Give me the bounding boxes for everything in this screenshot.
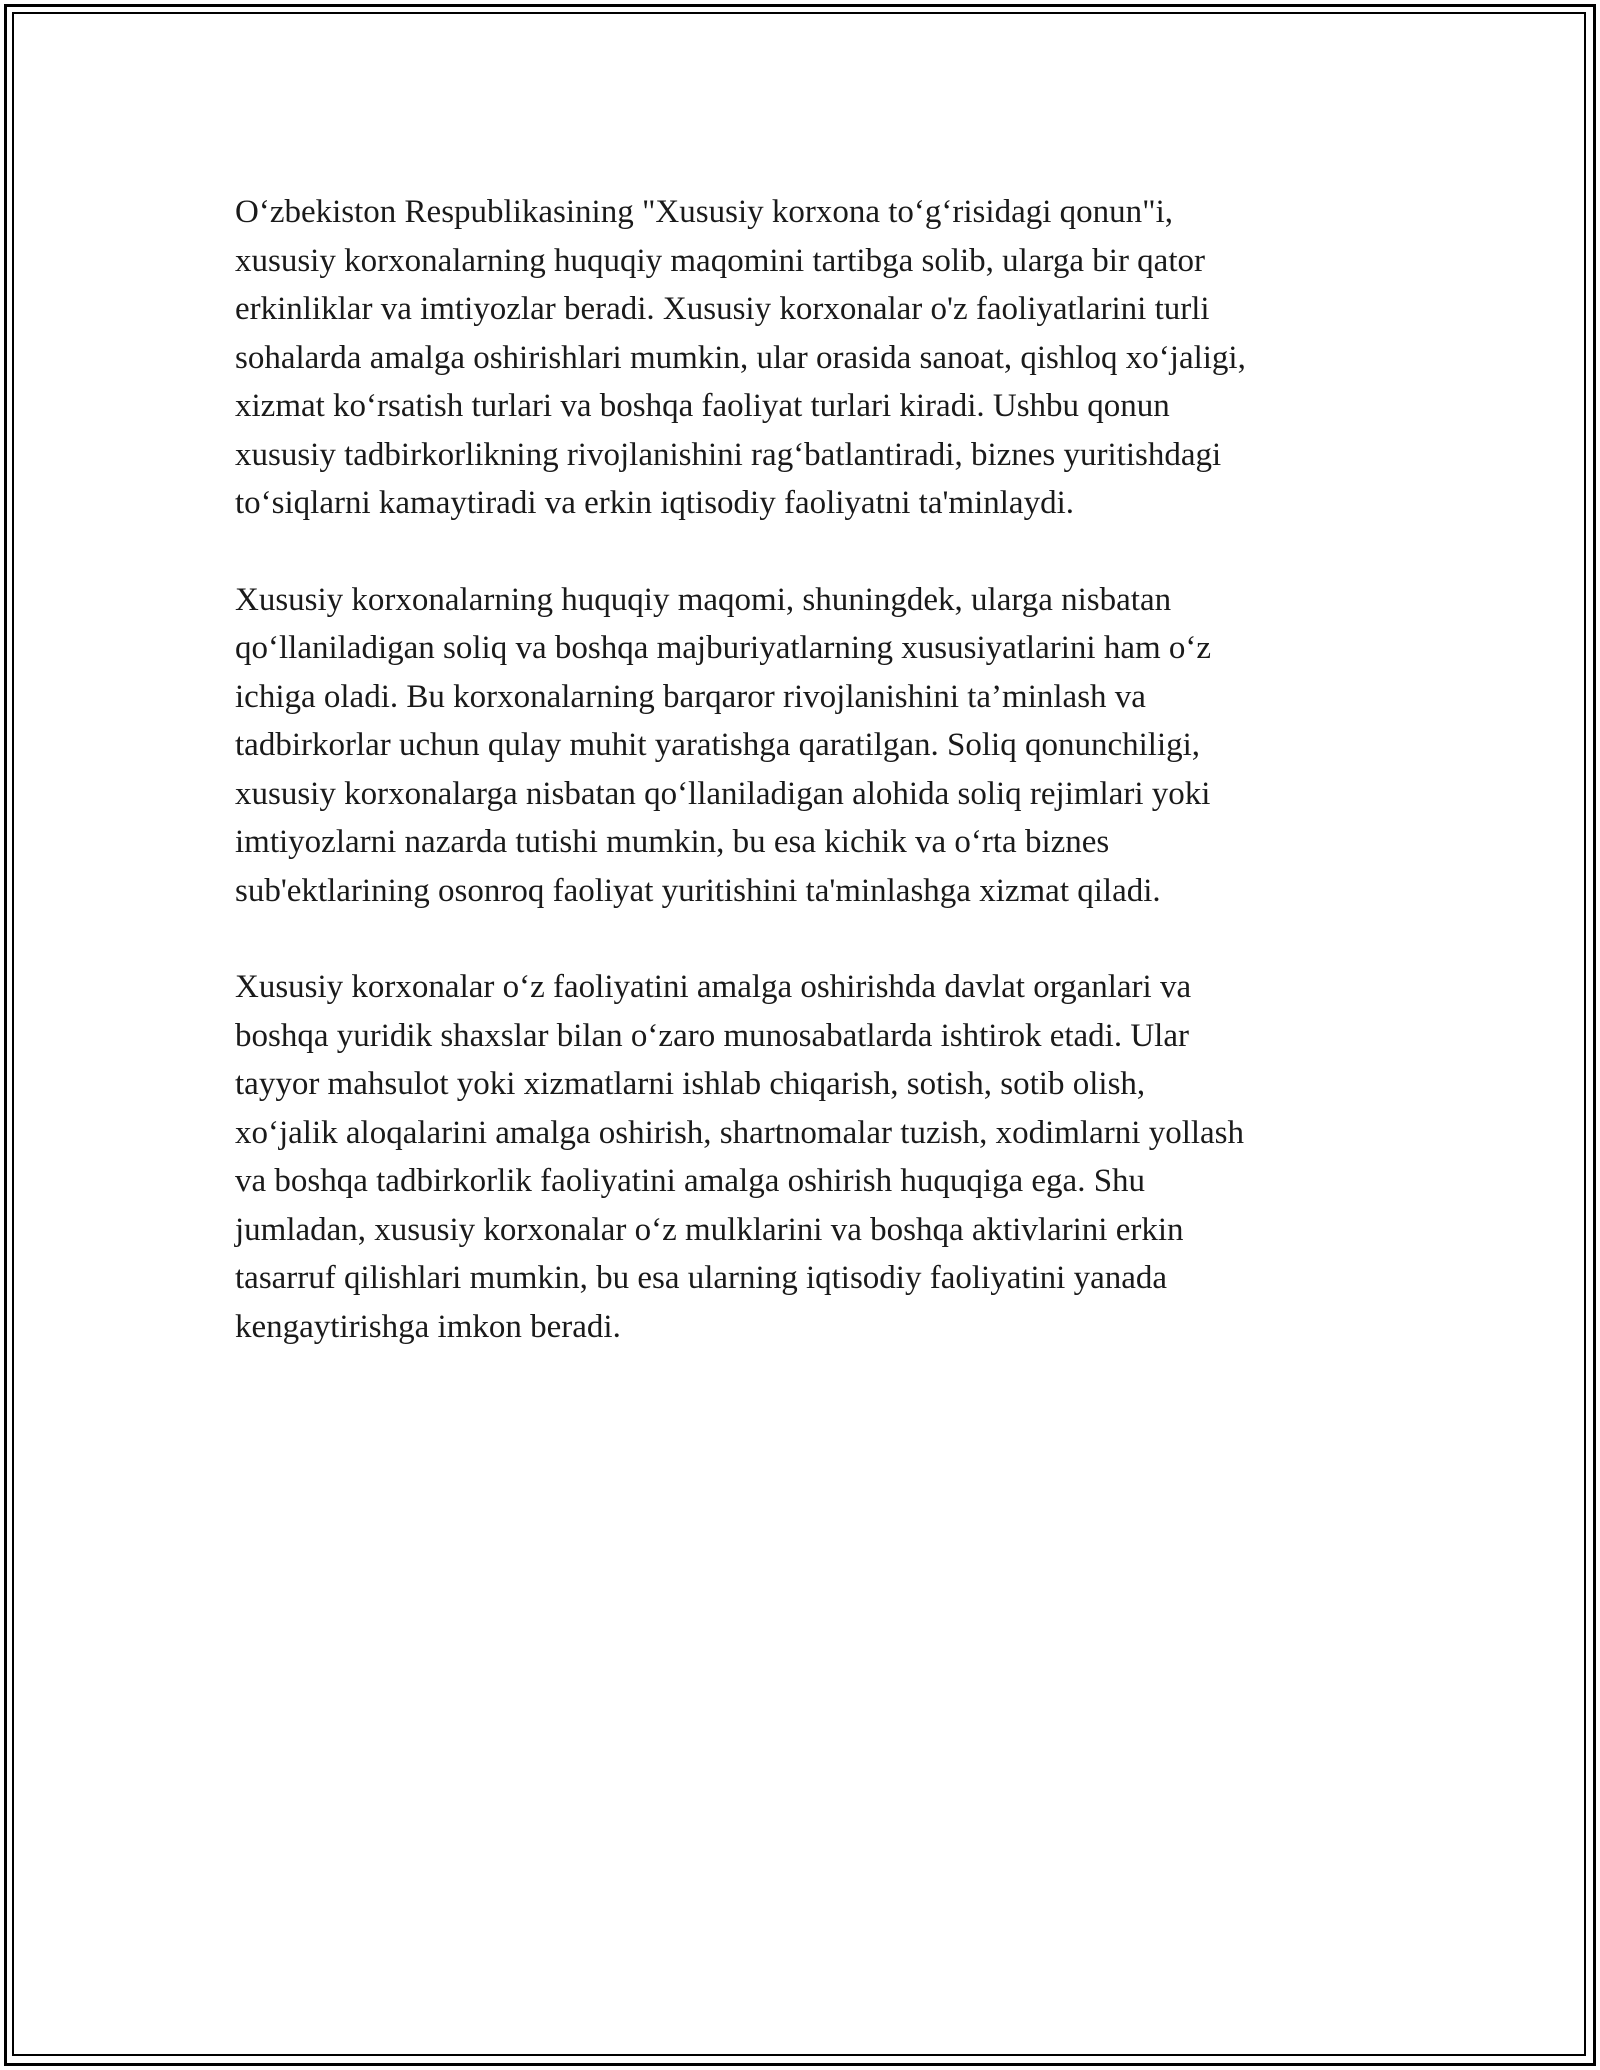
paragraph-line: xo‘jalik aloqalarini amalga oshirish, shartnomalar tuzish, xodimlarni yollash (235, 1114, 1245, 1151)
paragraph-line: tayyor mahsulot yoki xizmatlarni ishlab chiqarish, sotish, sotib olish, (235, 1066, 1146, 1102)
document-body (235, 188, 1375, 1399)
paragraph-line: tasarruf qilishlari mumkin, bu esa ularning iqtisodiy faoliyatini yanada (235, 1260, 1168, 1296)
paragraph-line: xususiy korxonalarga nisbatan qo‘llaniladigan alohida soliq rejimlari yoki (235, 775, 1211, 812)
paragraph-line: erkinliklar va imtiyozlar beradi. Xususiy korxonalar o'z faoliyatlarini turli (235, 291, 1210, 327)
paragraph-line: boshqa yuridik shaxslar bilan o‘zaro munosabatlarda ishtirok etadi. Ular (235, 1017, 1189, 1054)
paragraph-line: sohalarda amalga oshirishlari mumkin, ular orasida sanoat, qishloq xo‘jaligi, (235, 339, 1246, 376)
paragraph-line: sub'ektlarining osonroq faoliyat yuritishini ta'minlashga xizmat qiladi. (235, 872, 1161, 909)
paragraph-line: ichiga oladi. Bu korxonalarning barqaror rivojlanishini ta’minlash va (235, 678, 1146, 715)
paragraph-3 (235, 963, 1375, 1351)
paragraph-line: qo‘llaniladigan soliq va boshqa majburiyatlarning xususiyatlarini ham o‘z (235, 630, 1212, 666)
paragraph-line: Xususiy korxonalarning huquqiy maqomi, shuningdek, ularga nisbatan (235, 581, 1172, 618)
paragraph-line: xususiy tadbirkorlikning rivojlanishini rag‘batlantiradi, biznes yuritishdagi (235, 436, 1222, 473)
paragraph-line: Xususiy korxonalar o‘z faoliyatini amalga oshirishda davlat organlari va (235, 969, 1192, 1005)
paragraph-line: tadbirkorlar uchun qulay muhit yaratishga qaratilgan. Soliq qonunchiligi, (235, 727, 1201, 763)
paragraph-1 (235, 188, 1375, 528)
paragraph-line: kengaytirishga imkon beradi. (235, 1308, 621, 1345)
paragraph-line: jumladan, xususiy korxonalar o‘z mulklarini va boshqa aktivlarini erkin (235, 1211, 1184, 1248)
paragraph-2 (235, 576, 1375, 916)
paragraph-line: imtiyozlarni nazarda tutishi mumkin, bu esa kichik va o‘rta biznes (235, 824, 1110, 860)
paragraph-line: to‘siqlarni kamaytiradi va erkin iqtisodiy faoliyatni ta'minlaydi. (235, 485, 1075, 521)
paragraph-line: va boshqa tadbirkorlik faoliyatini amalga oshirish huquqiga ega. Shu (235, 1163, 1146, 1199)
paragraph-line: O‘zbekiston Respublikasining "Xususiy korxona to‘g‘risidagi qonun"i, (235, 194, 1174, 230)
paragraph-line: xususiy korxonalarning huquqiy maqomini tartibga solib, ularga bir qator (235, 242, 1205, 279)
paragraph-line: xizmat ko‘rsatish turlari va boshqa faoliyat turlari kiradi. Ushbu qonun (235, 388, 1170, 424)
